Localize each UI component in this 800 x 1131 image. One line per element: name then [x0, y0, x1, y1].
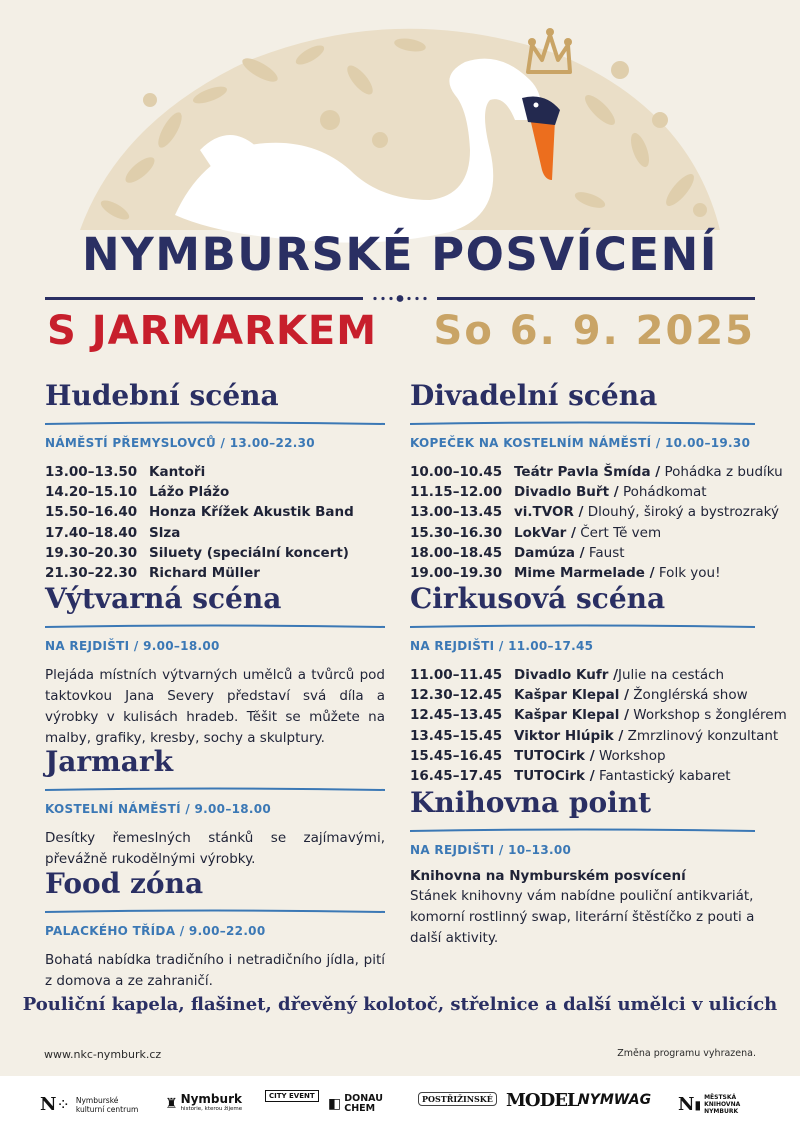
section-description: Bohatá nabídka tradičního i netradičního jídla, pití z domova a ze zahraničí. [45, 952, 385, 989]
website-link[interactable]: www.nkc-nymburk.cz [44, 1048, 162, 1061]
schedule-time: 19.30–20.30 [45, 544, 138, 561]
section-vytvarna [45, 583, 385, 749]
section-divider [410, 828, 755, 834]
section-divider [45, 909, 385, 915]
performance-title: Fantastický kabaret [594, 768, 731, 785]
schedule-list [410, 462, 783, 583]
performance-title: Dlouhý, široký a bystrozraký [583, 504, 779, 521]
performance-title: Žonglérská show [629, 687, 748, 704]
section-title: Food zóna [45, 867, 204, 900]
performer-name: LokVar / [514, 524, 576, 541]
section-title: Výtvarná scéna [45, 582, 282, 615]
schedule-time: 11.15–12.00 [410, 484, 503, 501]
section-divider [410, 624, 755, 630]
performer-name: Mime Marmelade / [514, 565, 655, 582]
donau-logo-line2: CHEM [344, 1103, 376, 1114]
section-title: Cirkusová scéna [410, 582, 666, 615]
schedule-row [410, 705, 787, 725]
schedule-time: 10.00–10.45 [410, 464, 503, 480]
schedule-list [45, 462, 385, 583]
schedule-time: 11.00–11.45 [410, 667, 503, 683]
schedule-time: 16.45–17.45 [410, 768, 503, 785]
nymburk-logo-name: Nymburk [180, 1092, 242, 1106]
street-program-tagline: Pouliční kapela, flašinet, dřevěný kolotoč, střelnice a další umělci v ulicích [22, 994, 778, 1015]
performance-title: Workshop [594, 747, 666, 764]
schedule-row [410, 726, 779, 746]
program-change-notice: Změna programu vyhrazena. [617, 1048, 756, 1059]
section-knihovna [410, 787, 760, 949]
nkc-logo-line2: kulturní centrum [75, 1104, 139, 1114]
section-description: Desítky řemeslných stánků se zajímavými, převážně rukodělnými výrobky. [45, 830, 385, 867]
section-divider [45, 787, 385, 793]
performance-title: Julie na cestách [618, 667, 725, 683]
schedule-time: 14.20–15.10 [45, 484, 138, 501]
section-divider [410, 421, 755, 427]
schedule-row [410, 482, 760, 502]
section-description: Plejáda místních výtvarných umělců a tvůrců pod taktovkou Jana Severy představí svá díla a výrobky v kulisách hradeb. Těšit se můžete na malby, grafiky, kresby, sochy a skulptury. [45, 667, 385, 746]
performance-title: Workshop s žonglérem [629, 707, 787, 724]
section-location: NA REJDIŠTI / 9.00–18.00 [45, 639, 220, 653]
performer-name: Teátr Pavla Šmída / [514, 464, 661, 480]
section-location: PALACKÉHO TŘÍDA / 9.00–22.00 [45, 924, 266, 938]
subtitle: S JARMARKEM [47, 308, 378, 354]
section-jarmark [45, 746, 385, 870]
library-logo: N ▮ MĚSTSKÁ KNIHOVNA NYMBURK [678, 1094, 741, 1115]
model-logo: MODEL [506, 1090, 579, 1111]
castle-icon: ♜ [165, 1096, 178, 1112]
section-location: NÁMĚSTÍ PŘEMYSLOVCŮ / 13.00–22.30 [45, 436, 315, 450]
sponsor-logo-bar [0, 1076, 800, 1131]
performance-title: Pohádka z budíku [660, 464, 783, 480]
performer-name: Damúza / [514, 544, 585, 561]
schedule-time: 12.30–12.45 [410, 687, 503, 704]
section-divider [45, 421, 385, 427]
schedule-row [45, 482, 385, 502]
schedule-row [410, 685, 760, 705]
performance-title: Pohádkomat [618, 484, 707, 501]
postrizinske-logo: POSTŘIŽINSKÉ [418, 1092, 497, 1106]
section-cirkusova [410, 582, 787, 786]
section-title: Knihovna point [410, 786, 652, 819]
schedule-row [410, 543, 760, 563]
schedule-row [410, 462, 783, 482]
performance-title: Čert Tě vem [575, 524, 662, 541]
section-title: Jarmark [45, 745, 174, 778]
performer-name: Honza Křížek Akustik Band [149, 504, 354, 521]
schedule-list [410, 665, 787, 786]
schedule-time: 15.30–16.30 [410, 524, 503, 541]
nymburk-logo-tagline: historie, kterou žijeme [180, 1106, 243, 1112]
schedule-row [45, 543, 385, 563]
schedule-time: 15.50–16.40 [45, 504, 138, 521]
schedule-time: 21.30–22.30 [45, 565, 138, 582]
performer-name: Divadlo Kufr / [514, 667, 619, 683]
swan-illustration [0, 0, 800, 245]
donau-chem-logo: ◧ DONAU CHEM [328, 1093, 383, 1114]
schedule-row [410, 523, 760, 543]
section-location: KOPEČEK NA KOSTELNÍM NÁMĚSTÍ / 10.00–19.30 [410, 436, 751, 450]
performance-title: Zmrzlinový konzultant [623, 727, 779, 744]
performer-name: Kašpar Klepal / [514, 707, 630, 724]
schedule-time: 13.00–13.45 [410, 504, 503, 521]
schedule-row [410, 766, 760, 786]
schedule-time: 18.00–18.45 [410, 544, 503, 561]
schedule-row [410, 502, 779, 522]
schedule-row [410, 563, 760, 583]
performer-name: Siluety (speciální koncert) [149, 544, 349, 561]
performer-name: Viktor Hlúpik / [514, 727, 624, 744]
performance-title: Folk you! [654, 565, 721, 582]
performer-name: TUTOCirk / [514, 768, 595, 785]
book-icon: ▮ [694, 1097, 702, 1112]
city-event-logo: CITY EVENT [265, 1090, 319, 1102]
section-divider [45, 624, 385, 630]
title-divider [45, 294, 755, 304]
section-hudebni [45, 380, 385, 583]
performer-name: Divadlo Buřt / [514, 484, 619, 501]
donau-logo-line1: DONAU [344, 1093, 383, 1104]
section-title: Divadelní scéna [410, 379, 658, 412]
section-location: KOSTELNÍ NÁMĚSTÍ / 9.00–18.00 [45, 802, 272, 816]
event-date: So 6. 9. 2025 [433, 308, 755, 354]
schedule-time: 13.45–15.45 [410, 727, 503, 744]
schedule-row [410, 665, 760, 685]
schedule-row [45, 462, 385, 482]
performer-name: Kašpar Klepal / [514, 687, 630, 704]
schedule-row [410, 746, 760, 766]
schedule-time: 19.00–19.30 [410, 565, 503, 582]
performer-name: Richard Müller [149, 565, 260, 582]
section-location: NA REJDIŠTI / 11.00–17.45 [410, 639, 594, 653]
section-divadelni [410, 379, 783, 583]
schedule-time: 15.45–16.45 [410, 747, 503, 764]
nymwag-logo: NYMWAG [578, 1092, 652, 1108]
performer-name: Slza [149, 524, 181, 541]
schedule-row [45, 502, 385, 522]
section-description: Stánek knihovny vám nabídne pouliční antikvariát, komorní rostlinný swap, literární štěstíčko z pouti a další aktivity. [410, 888, 755, 946]
nymburk-logo [165, 1094, 242, 1114]
schedule-row [45, 563, 385, 583]
section-food [45, 868, 385, 992]
section-location: NA REJDIŠTI / 10–13.00 [410, 843, 572, 857]
library-heading: Knihovna na Nymburském posvícení [410, 868, 686, 884]
schedule-time: 17.40–18.40 [45, 524, 138, 541]
performer-name: Kantoři [149, 464, 206, 480]
nkc-logo: N ⁘ Nymburské kulturní centrum [40, 1094, 139, 1115]
performer-name: TUTOCirk / [514, 747, 595, 764]
page-title: NYMBURSKÉ POSVÍCENÍ [81, 228, 719, 281]
section-title: Hudební scéna [45, 379, 279, 412]
performer-name: vi.TVOR / [514, 504, 584, 521]
performer-name: Lážo Plážo [149, 484, 230, 501]
performance-title: Faust [584, 544, 625, 561]
schedule-time: 12.45–13.45 [410, 707, 503, 724]
schedule-row [45, 523, 385, 543]
schedule-time: 13.00–13.50 [45, 464, 138, 480]
nkc-logo-line1: Nymburské [75, 1095, 119, 1105]
